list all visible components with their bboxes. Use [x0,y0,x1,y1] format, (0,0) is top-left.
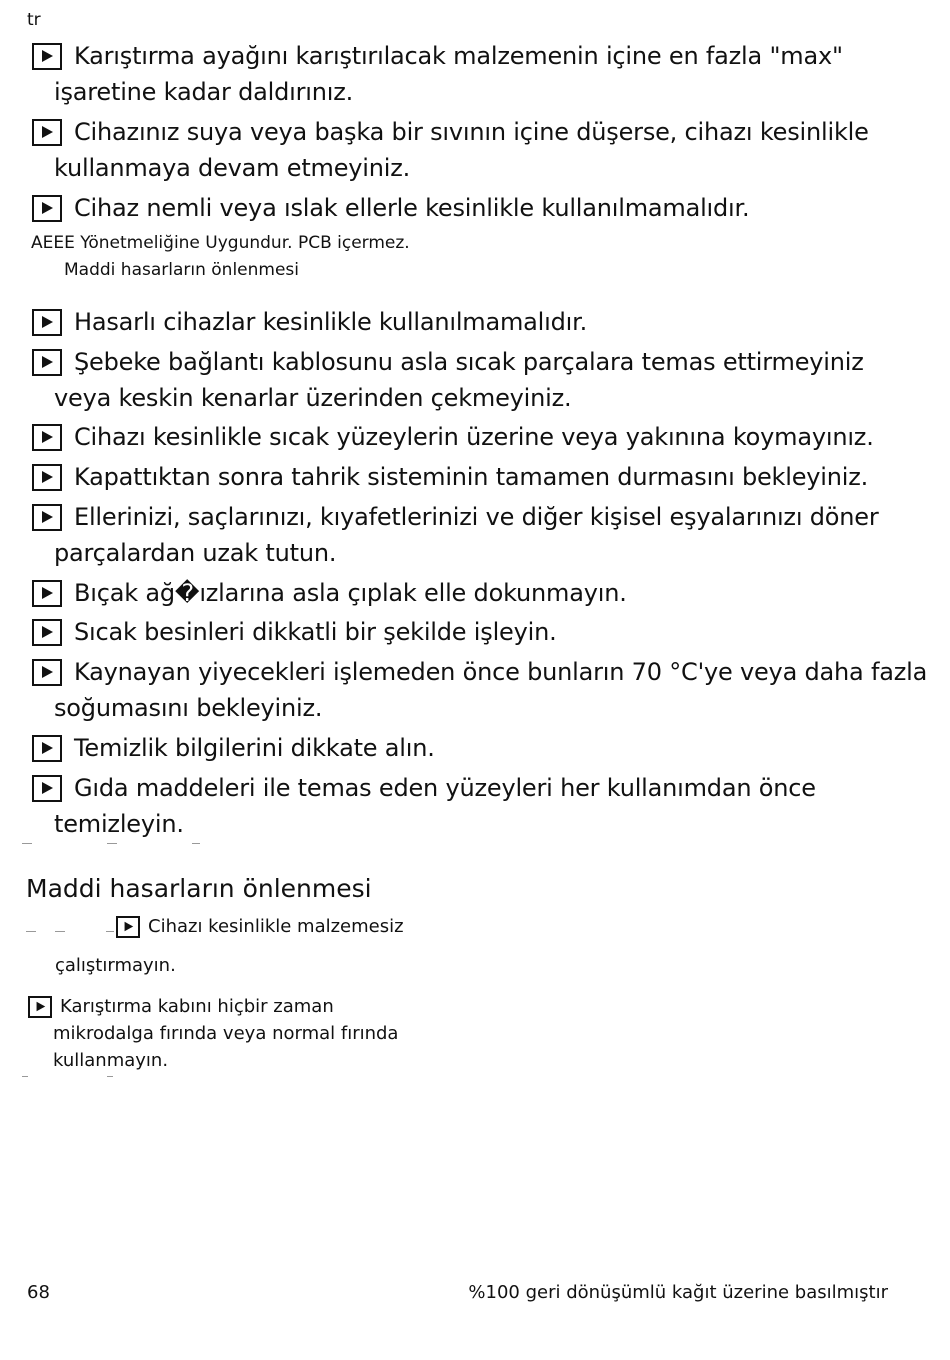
list-item-text: Karıştırma ayağını karıştırılacak malzemenin içine en fazla "max" [74,42,843,70]
artifact-mark [22,843,32,844]
list-item [32,190,749,226]
list-item [32,770,816,842]
list-item-continuation [55,952,176,979]
play-triangle-icon [28,996,52,1018]
play-triangle-icon [32,464,62,491]
list-item-text: Cihazı kesinlikle malzemesiz [148,916,404,937]
play-triangle-icon [32,309,62,336]
list-item-continuation: mikrodalga fırında veya normal fırında [53,1023,399,1044]
list-item-text: Şebeke bağlantı kablosunu asla sıcak parçalara temas ettirmeyiniz [74,348,864,376]
list-item-continuation: veya keskin kenarlar üzerinden çekmeyiniz. [54,384,572,412]
list-item [32,344,864,416]
list-item [28,993,398,1074]
artifact-mark [22,1076,28,1077]
list-item-text: Sıcak besinleri dikkatli bir şekilde işleyin. [74,618,557,646]
list-item-text: Gıda maddeleri ile temas eden yüzeyleri her kullanımdan önce [74,774,816,802]
play-triangle-icon [32,775,62,802]
list-item-text: Kapattıktan sonra tahrik sisteminin tamamen durmasını bekleyiniz. [74,463,869,491]
page-number: 68 [27,1282,50,1303]
play-triangle-icon [32,43,62,70]
list-item [116,913,404,940]
list-item [32,459,868,495]
recycled-paper-note: %100 geri dönüşümlü kağıt üzerine basılmıştır [468,1282,888,1303]
play-triangle-icon [32,349,62,376]
list-item-text: Ellerinizi, saçlarınızı, kıyafetlerinizi ve diğer kişisel eşyalarınızı döner [74,503,879,531]
list-item-continuation: işaretine kadar daldırınız. [54,78,354,106]
list-item [32,499,879,571]
play-triangle-icon [32,580,62,607]
artifact-mark [26,931,36,932]
section-subheading-small: Maddi hasarların önlenmesi [64,260,300,280]
list-item-text: Temizlik bilgilerini dikkate alın. [74,734,435,762]
artifact-mark [55,931,65,932]
list-item-continuation: soğumasını bekleyiniz. [54,694,323,722]
play-triangle-icon [32,195,62,222]
list-item-text: Cihazınız suya veya başka bir sıvının içine düşerse, cihazı kesinlikle [74,118,869,146]
list-item-continuation: temizleyin. [54,810,184,838]
language-code: tr [27,10,41,30]
list-item [32,575,627,611]
play-triangle-icon [32,504,62,531]
artifact-mark [192,843,200,844]
play-triangle-icon [32,659,62,686]
list-item-text: Kaynayan yiyecekleri işlemeden önce bunların 70 °C'ye veya daha fazla [74,658,928,686]
list-item-text: Cihazı kesinlikle sıcak yüzeylerin üzerine veya yakınına koymayınız. [74,423,874,451]
play-triangle-icon [32,424,62,451]
play-triangle-icon [116,916,140,938]
list-item [32,114,869,186]
play-triangle-icon [32,619,62,646]
play-triangle-icon [32,119,62,146]
artifact-mark [107,843,117,844]
list-item-continuation-text: çalıştırmayın. [55,955,176,976]
list-item-continuation: kullanmayın. [53,1050,169,1071]
artifact-mark [106,931,114,932]
section-heading: Maddi hasarların önlenmesi [26,874,372,903]
list-item-text: Karıştırma kabını hiçbir zaman [60,996,334,1017]
list-item [32,654,927,726]
list-item [32,419,874,455]
list-item [32,614,557,650]
list-item [32,730,435,766]
list-item [32,304,587,340]
list-item [32,38,843,110]
list-item-text: Cihaz nemli veya ıslak ellerle kesinlikle kullanılmamalıdır. [74,194,750,222]
play-triangle-icon [32,735,62,762]
list-item-continuation: parçalardan uzak tutun. [54,539,337,567]
compliance-note: AEEE Yönetmeliğine Uygundur. PCB içermez. [31,233,410,253]
list-item-text: Bıçak ağ�ızlarına asla çıplak elle dokunmayın. [74,579,627,607]
list-item-continuation: kullanmaya devam etmeyiniz. [54,154,411,182]
artifact-mark [107,1076,113,1077]
list-item-text: Hasarlı cihazlar kesinlikle kullanılmamalıdır. [74,308,587,336]
